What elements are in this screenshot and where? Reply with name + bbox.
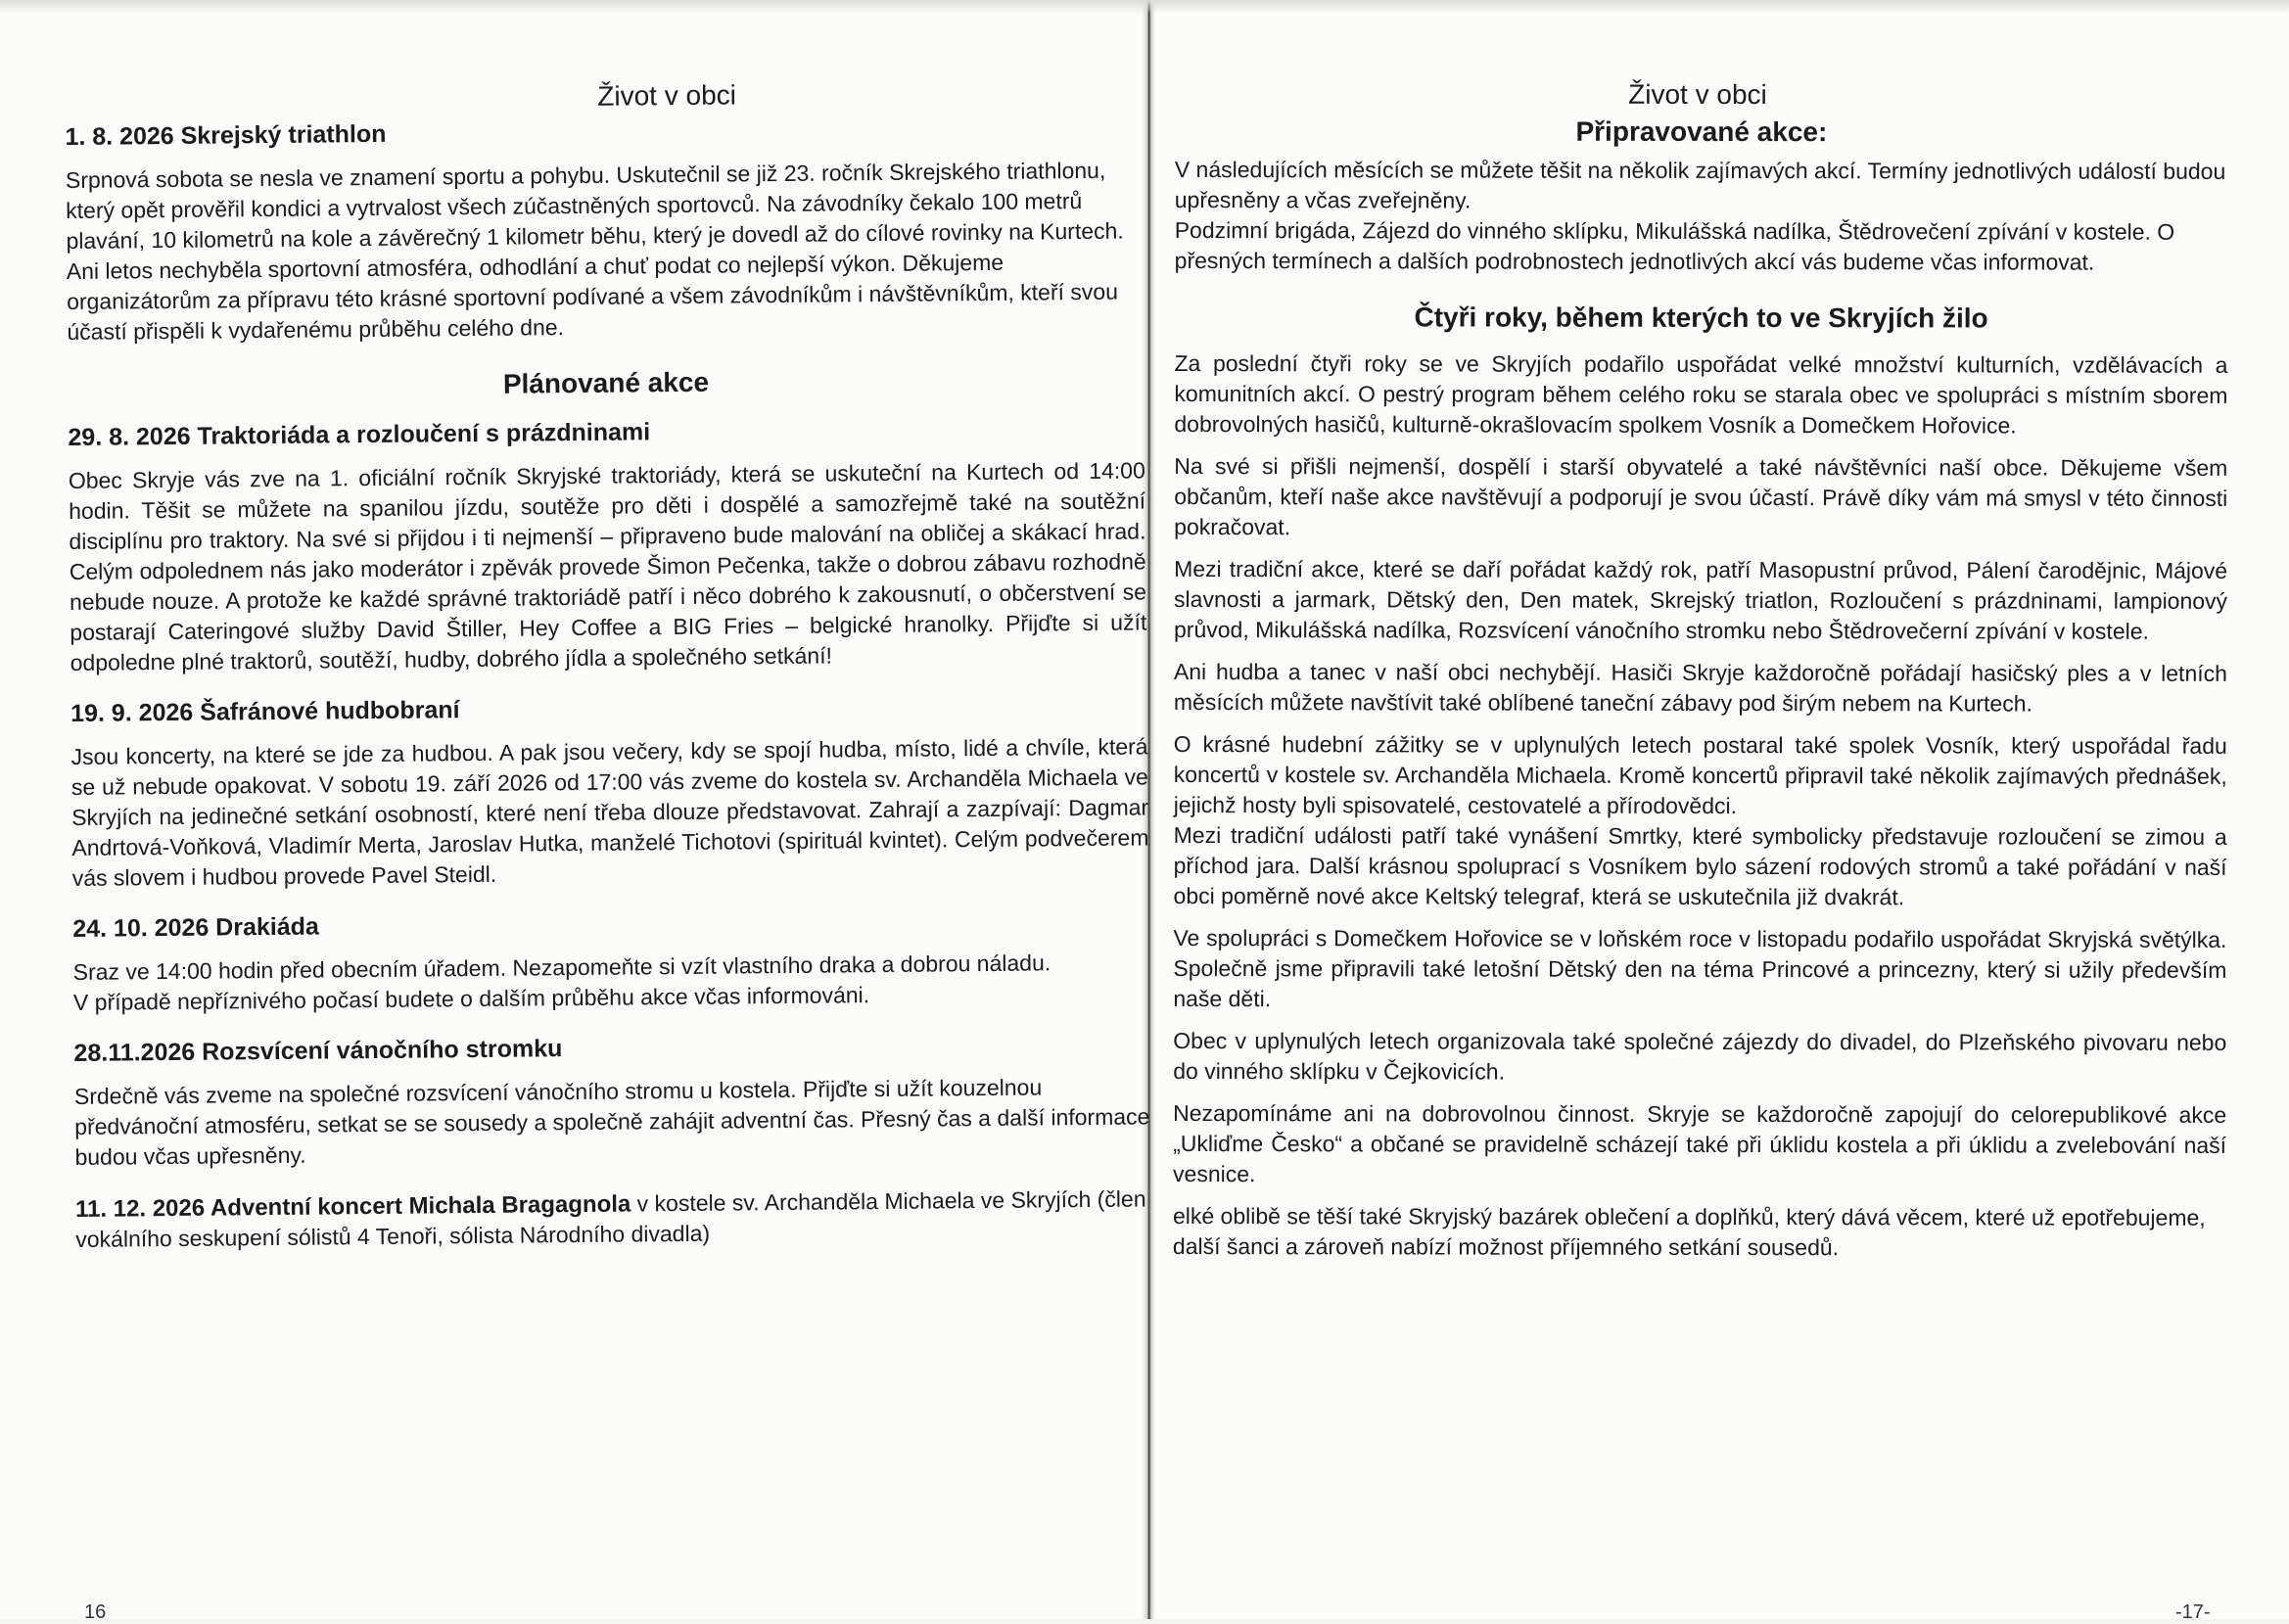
four-years-paragraph: Ani hudba a tanec v naší obci nechybějí. Hasiči Skryje každoročně pořádají hasičský ples a v letních měsících můžete navštívit také oblíbené taneční zábavy pod širým nebem na Kurtech.: [1173, 658, 2227, 717]
right-column: [1173, 78, 2228, 1276]
four-years-paragraph: Na své si přišli nejmenší, dospělí i starší obyvatelé a také návštěvníci naší obce. Děkujeme všem občanům, kteří naše akce navštěvují a podporují je svou účastí. Právě díky vám má smysl v této činnosti pokračovat.: [1174, 452, 2228, 540]
event-text: Obec Skryje vás zve na 1. oficiální ročník Skryjské traktoriády, která se uskuteční na Kurtech od 14:00 hodin. Těšit se můžete na spanilou jízdu, soutěže pro děti i dospělé a samozřejmě také na soutěžní disciplínu pro traktory. Na své si přijdou i ti nejmenší – připraveno bude malování na obličej a skákací hrad. Celým odpolednem nás jako moderátor i zpěvák provede Šimon Pečenka, takže o dobrou zábavu rozhodně nebude nouze. A protože ke každé správné traktoriádě patří i něco dobrého k zakousnutí, o občerstvení se postarají Cateringové služby David Štiller, Hey Coffee a BIG Fries – belgické hranolky. Přijďte si užít odpoledne plné traktorů, soutěží, hudby, dobrého jídla a společného setkání!: [68, 457, 1147, 675]
event-text: Jsou koncerty, na které se jde za hudbou. A pak jsou večery, kdy se spojí hudba, místo, lidé a chvíle, která se už nebude opakovat. V sobotu 19. září 2026 od 17:00 vás zveme do kostela sv. Archanděla Michaela ve Skryjích na jedinečné setkání osobností, které není třeba dlouze představovat. Zahrají a zazpívají: Dagmar Andrtová-Voňková, Vladimír Merta, Jaroslav Hutka, manželé Tichotovi (spirituál kvintet). Celým podvečerem vás slovem i hudbou provede Pavel Steidl.: [70, 733, 1149, 891]
event-drakiada: [72, 905, 1150, 1018]
planned-heading: Plánované akce: [502, 366, 710, 399]
four-years-paragraph: O krásné hudební zážitky se v uplynulých letech postaral také spolek Vosník, který uspořádal řadu koncertů v kostele sv. Archanděla Michaela. Kromě koncertů připravil také několik zajímavých přednášek, jejichž hosty byli spisovatelé, cestovatelé a přírodovědci.: [1173, 730, 2227, 819]
four-years-heading: Čtyři roky, během kterých to ve Skryjích žilo: [1414, 302, 1988, 334]
advent-text: v kostele sv. Archanděla Michaela ve Skryjích (člen vokálního seskupení sólistů 4 Tenoři, sólista Národního divadla): [75, 1185, 1146, 1252]
triathlon-article: [65, 113, 1144, 348]
event-hudbobrani: [70, 689, 1149, 894]
four-years-paragraph: elké oblibě se těší také Skryjský bazárek oblečení a doplňků, který dává věcem, které už epotřebujeme, další šanci a zároveň nabízí možnost příjemného setkání sousedů.: [1172, 1202, 2206, 1261]
four-years-paragraph: Mezi tradiční události patří také vynášení Smrtky, které symbolicky představuje rozloučení se zimou a příchod jara. Další krásnou spoluprací s Vosníkem bylo sázení rodových stromů a také pořádání v naší obci poměrně nové akce Keltský telegraf, která se uskutečnila již dvakrát.: [1173, 821, 2227, 910]
four-years-paragraph: Obec v uplynulých letech organizovala také společné zájezdy do divadel, do Plzeňského pivovaru nebo do vinného sklípku v Čejkovicích.: [1173, 1027, 2227, 1085]
event-text: Sraz ve 14:00 hodin před obecním úřadem. Nezapomeňte si vzít vlastního draka a dobrou náladu.: [72, 950, 1051, 985]
triathlon-text: Srpnová sobota se nesla ve znamení sportu a pohybu. Uskutečnil se již 23. ročník Skrejského triathlonu, který opět prověřil kondici a vytrvalost všech zúčastněných sportovců. Na závodníky čekalo 100 metrů plavání, 10 kilometrů na kole a závěrečný 1 kilometr běhu, který je dovedl až do cílové rovinky na Kurtech. Ani letos nechyběla sportovní atmosféra, odhodlání a chuť podat co nejlepší výkon. Děkujeme organizátorům za přípravu této krásné sportovní podívané a všem závodníkům i návštěvníkům, kteří svou účastí přispěli k vydařenému průběhu celého dne.: [65, 157, 1124, 345]
four-years-paragraph: Nezapomínáme ani na dobrovolnou činnost. Skryje se každoročně zapojují do celorepublikové akce „Ukliďme Česko“ a občané se pravidelně scházejí také při úklidu kostela a při úklidu a zvelebování naší vesnice.: [1173, 1099, 2227, 1187]
event-advent-concert: [75, 1183, 1153, 1255]
four-years-paragraph: Za poslední čtyři roky se ve Skryjích podařilo uspořádat velké množství kulturních, vzdělávacích a komunitních akcí. O pestrý program během celého roku se starala obec ve spolupráci s místním sborem dobrovolných hasičů, kulturně-okrašlovacím spolkem Vosník a Domečkem Hořovice.: [1174, 349, 2228, 439]
event-rozsviceni: [73, 1029, 1151, 1173]
prepared-list: Podzimní brigáda, Zájezd do vinného sklípku, Mikulášská nadílka, Štědrovečení zpívání v kostele. O přesných termínech a dalších podrobnostech jednotlivých akcí vás budeme včas informovat.: [1174, 216, 2175, 275]
right-running-head: Život v obci: [1628, 78, 1767, 111]
prepared-intro: V následujících měsících se můžete těšit na několik zajímavých akcí. Termíny jednotlivých událostí budou upřesněny a včas zveřejněny.: [1174, 156, 2226, 213]
triathlon-title: 1. 8. 2026 Skrejský triathlon: [65, 119, 387, 151]
event-traktoriada: [68, 413, 1146, 678]
prepared-heading: Připravované akce:: [1575, 116, 1828, 148]
event-text-note: V případě nepříznivého počasí budete o dalším průběhu akce včas informováni.: [72, 982, 870, 1015]
left-page-number: 16: [84, 1601, 107, 1623]
scan-top-edge: [0, 0, 2289, 14]
advent-title: 11. 12. 2026 Adventní koncert Michala Bragagnola: [74, 1190, 631, 1223]
four-years-paragraph: Ve spolupráci s Domečkem Hořovice se v loňském roce v listopadu podařilo uspořádat Skryjská světýlka. Společně jsme připravili také letošní Dětský den na téma Princové a princezny, který si užily především naše děti.: [1173, 924, 2227, 1012]
event-title: 19. 9. 2026 Šafránové hudbobraní: [70, 696, 460, 727]
event-title: 28.11.2026 Rozsvícení vánočního stromku: [73, 1035, 563, 1067]
four-years-paragraph: Mezi tradiční akce, které se daří pořádat každý rok, patří Masopustní průvod, Pálení čarodějnic, Májové slavnosti a jarmark, Dětský den, Den matek, Skrejský triatlon, Rozloučení s prázdninami, lampionový průvod, Mikulášská nadílka, Rozsvícení vánočního stromku nebo Štědrovečerní zpívání v kostele.: [1173, 555, 2228, 644]
event-text: Srdečně vás zveme na společné rozsvícení vánočního stromu u kostela. Přijďte si užít kouzelnou předvánoční atmosféru, setkat se se sousedy a společně zahájit adventní čas. Přesný čas a další informace budou včas upřesněny.: [73, 1074, 1150, 1170]
event-title: 29. 8. 2026 Traktoriáda a rozloučení s prázdninami: [68, 418, 651, 451]
right-page-number: -17-: [2175, 1601, 2211, 1623]
left-column: [65, 75, 1153, 1276]
left-running-head: Život v obci: [597, 79, 737, 112]
event-title: 24. 10. 2026 Drakiáda: [72, 912, 319, 943]
